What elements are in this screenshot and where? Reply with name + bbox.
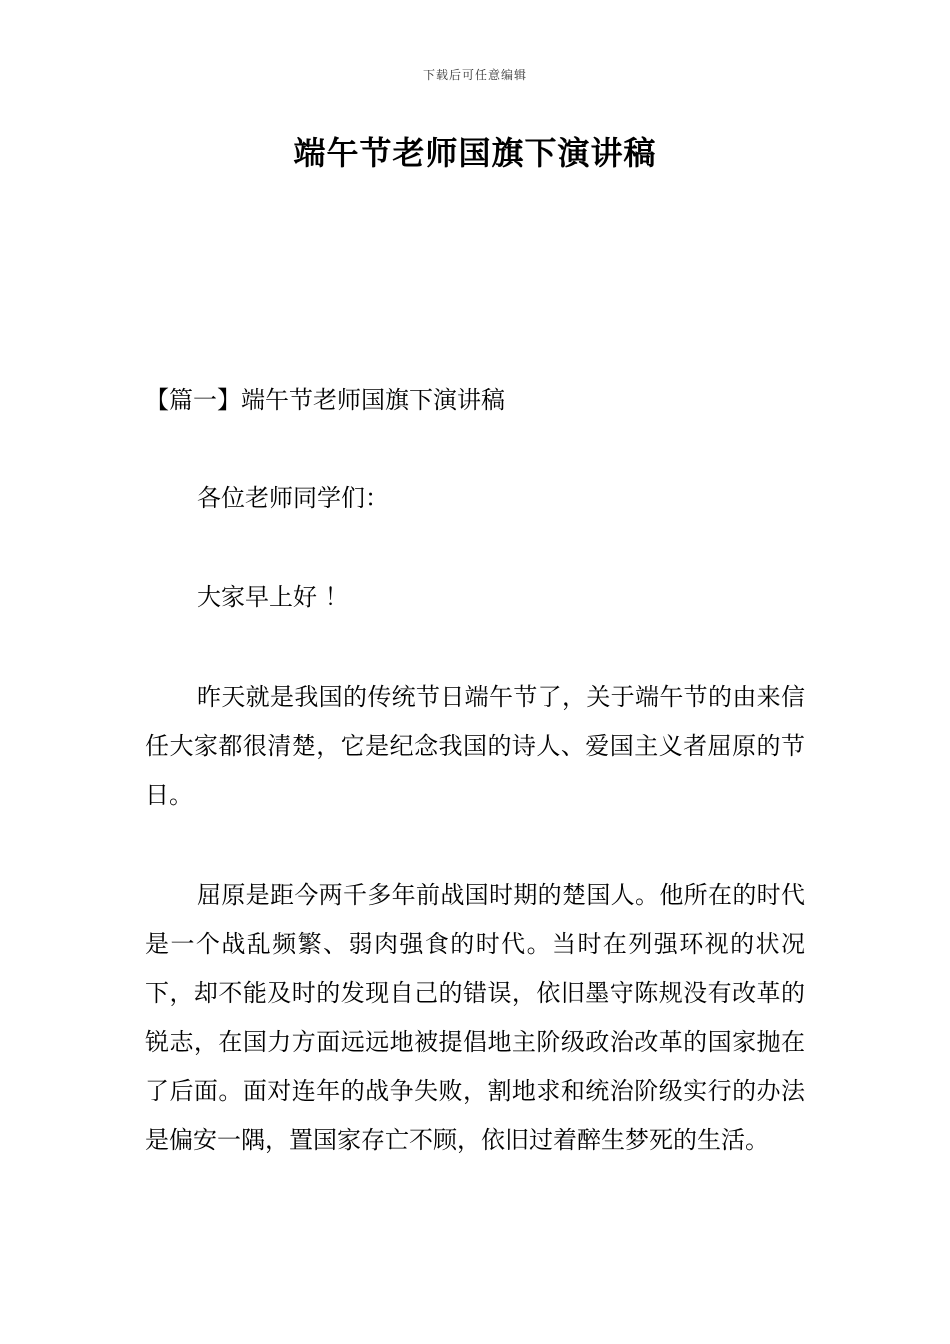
paragraph-body-2: 屈原是距今两千多年前战国时期的楚国人。他所在的时代是一个战乱频繁、弱肉强食的时代。当时在列强环视的状况下，却不能及时的发现自己的错误，依旧墨守陈规没有改革的锐志，在国力方面远远地被提倡地主阶级政治改革的国家抛在了后面。面对连年的战争失败，割地求和统治阶级实行的办法是偏安一隅，置国家存亡不顾，依旧过着醉生梦死的生活。 [145,881,805,1154]
paragraph-body-1: 昨天就是我国的传统节日端午节了，关于端午节的由来信任大家都很清楚，它是纪念我国的诗人、爱国主义者屈原的节日。 [145,683,805,809]
document-title: 端午节老师国旗下演讲稿 [293,134,657,172]
paragraph-greeting: 各位老师同学们： [197,484,389,512]
paragraph-morning: 大家早上好 ！ [197,583,349,611]
section-heading: 【篇一】端午节老师国旗下演讲稿 [145,386,505,414]
header-note: 下载后可任意编辑 [422,68,527,82]
